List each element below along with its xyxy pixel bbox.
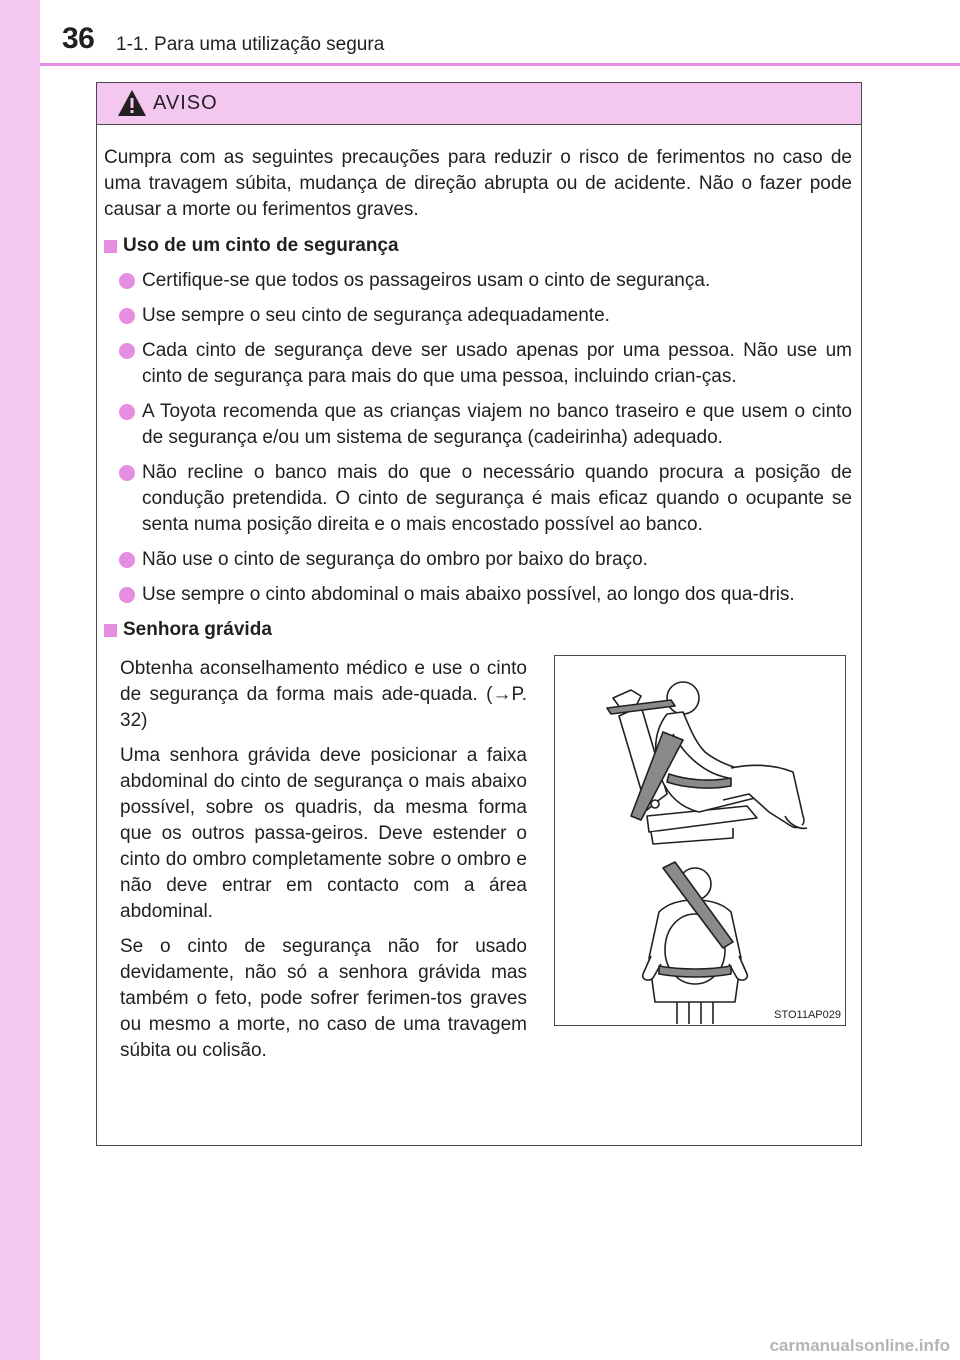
circle-bullet-icon — [119, 343, 135, 359]
circle-bullet-icon — [119, 404, 135, 420]
circle-bullet-icon — [119, 587, 135, 603]
list-item — [104, 547, 852, 573]
circle-bullet-icon — [119, 465, 135, 481]
list-item — [104, 460, 852, 538]
pregnant-section — [104, 652, 852, 1073]
circle-bullet-icon — [119, 308, 135, 324]
warning-box — [96, 82, 862, 1146]
paragraph: Uma senhora grávida deve posicionar a faixa abdominal do cinto de segurança o mais abaixo possível, sobre os quadris, da mesma forma que os outros passa-geiros. Deve estender o cinto do ombro completamente sobre o ombro e não deve entrar em contacto com a área abdominal. — [120, 745, 527, 922]
warning-triangle-icon — [117, 89, 147, 117]
section-title: 1-1. Para uma utilização segura — [116, 34, 385, 55]
list-item-text: A Toyota recomenda que as crianças viajem no banco traseiro e que usem o cinto de segurança e/ou um sistema de segurança (cadeirinha) adequado. — [142, 401, 852, 448]
warning-title: AVISO — [153, 92, 218, 114]
paragraph: Se o cinto de segurança não for usado devidamente, não só a senhora grávida mas também o feto, pode sofrer ferimen-tos graves ou mesmo a morte, no caso de uma travagem súbita ou colisão. — [120, 936, 527, 1061]
square-bullet-icon — [104, 240, 117, 253]
warning-intro: Cumpra com as seguintes precauções para reduzir o risco de ferimentos no caso de uma travagem súbita, mudança de direção abrupta ou de acidente. Não o fazer pode causar a morte ou ferimentos graves. — [104, 147, 852, 220]
list-item-text: Certifique-se que todos os passageiros usam o cinto de segurança. — [142, 270, 711, 291]
subheading-pregnant-woman — [104, 617, 852, 643]
pregnant-text-column — [120, 656, 527, 1073]
list-item-text: Cada cinto de segurança deve ser usado apenas por uma pessoa. Não use um cinto de segurança para mais do que uma pessoa, incluindo crian-ças. — [142, 340, 852, 387]
pregnant-seatbelt-illustration — [554, 655, 846, 1026]
warning-header — [97, 83, 861, 125]
list-item — [104, 399, 852, 451]
circle-bullet-icon — [119, 273, 135, 289]
subheading-label: Uso de um cinto de segurança — [123, 235, 399, 256]
watermark: carmanualsonline.info — [769, 1336, 950, 1355]
list-item-text: Use sempre o seu cinto de segurança adequadamente. — [142, 305, 610, 326]
side-color-strip — [0, 0, 40, 1360]
subheading-seatbelt-use — [104, 233, 852, 259]
list-item-text: Use sempre o cinto abdominal o mais abaixo possível, ao longo dos qua-dris. — [142, 584, 795, 605]
list-item-text: Não use o cinto de segurança do ombro por baixo do braço. — [142, 549, 648, 570]
list-item — [104, 268, 852, 294]
list-item-text: Não recline o banco mais do que o necessário quando procura a posição de condução pretendida. O cinto de segurança é mais eficaz quando o ocupante se senta numa posição direita e o mais encostado possível ao banco. — [142, 462, 852, 535]
figure-code: STO11AP029 — [774, 1009, 841, 1021]
pregnant-passenger-icon — [555, 656, 845, 1025]
square-bullet-icon — [104, 624, 117, 637]
paragraph: Obtenha aconselhamento médico e use o cinto de segurança da forma mais ade-quada. (→P. 32) — [120, 658, 527, 731]
list-item — [104, 338, 852, 390]
warning-body — [97, 127, 860, 1127]
list-item — [104, 303, 852, 329]
page-number: 36 — [62, 22, 95, 55]
circle-bullet-icon — [119, 552, 135, 568]
list-item — [104, 582, 852, 608]
subheading-label: Senhora grávida — [123, 619, 272, 640]
header-rule — [40, 63, 960, 66]
